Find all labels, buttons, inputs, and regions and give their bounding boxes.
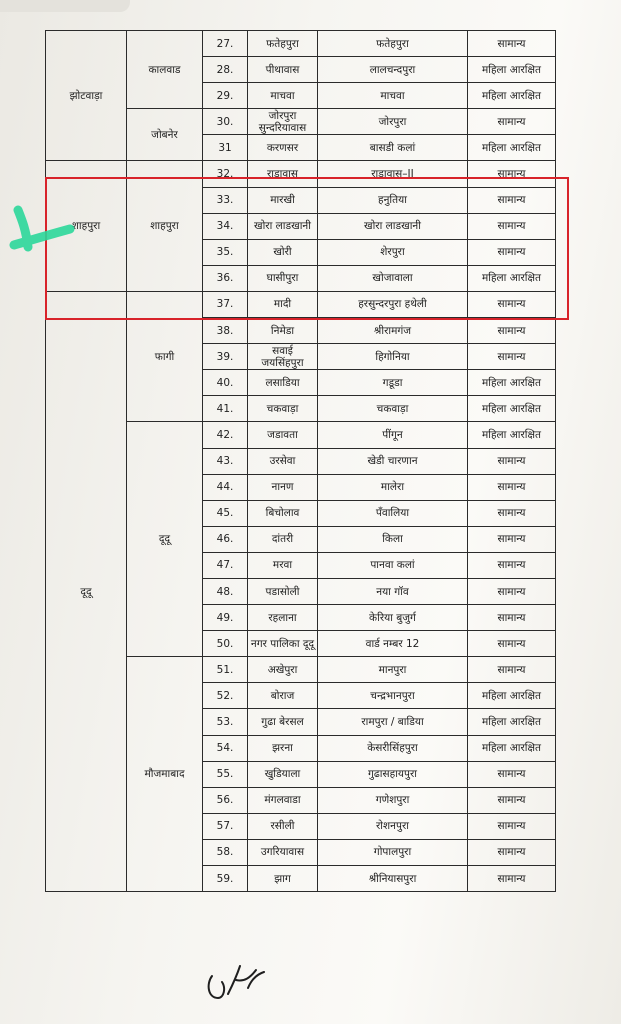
village-cell: खोरा लाडखानी [318,213,468,239]
category-cell: सामान्य [468,526,556,552]
signature-icon [200,958,280,1008]
category-cell: सामान्य [468,761,556,787]
serial-number-cell: 31 [203,135,248,161]
village-cell: खेडी चारणान [318,448,468,474]
panchayat-cell: खोरी [248,239,318,265]
top-edge-strip [0,0,130,12]
village-cell: हिगोनिया [318,344,468,370]
panchayat-cell: नानण [248,474,318,500]
village-cell: गणेशपुरा [318,787,468,813]
serial-number-cell: 44. [203,474,248,500]
serial-number-cell: 37. [203,291,248,317]
tehsil-cell: जोबनेर [127,109,203,161]
serial-number-cell: 41. [203,396,248,422]
panchayat-cell: मरवा [248,552,318,578]
village-cell: माचवा [318,83,468,109]
panchayat-cell: उरसेवा [248,448,318,474]
village-cell: श्रीरामगंज [318,318,468,344]
village-cell: केरिया बुजुर्ग [318,605,468,631]
category-cell: महिला आरक्षित [468,683,556,709]
panchayat-cell: उगरियावास [248,839,318,865]
panchayat-cell: खोरा लाडखानी [248,213,318,239]
panchayat-cell: पीथावास [248,57,318,83]
serial-number-cell: 32. [203,161,248,187]
village-cell: गोपालपुरा [318,839,468,865]
tehsil-cell: मौजमाबाद [127,657,203,892]
panchayat-cell: अखेपुरा [248,657,318,683]
panchayat-cell: चकवाड़ा [248,396,318,422]
serial-number-cell: 50. [203,631,248,657]
category-cell: सामान्य [468,605,556,631]
village-cell: रोशनपुरा [318,813,468,839]
serial-number-cell: 53. [203,709,248,735]
village-cell: गडूडा [318,370,468,396]
panchayat-cell: मादी [248,291,318,317]
category-cell: सामान्य [468,31,556,57]
category-cell: महिला आरक्षित [468,735,556,761]
village-cell: चकवाड़ा [318,396,468,422]
pen-mark-icon [8,205,78,265]
village-cell: मालेरा [318,474,468,500]
serial-number-cell: 49. [203,605,248,631]
panchayat-cell: रहलाना [248,605,318,631]
panchayat-cell: सवाई जयसिंहपुरा [248,344,318,370]
village-cell: चन्द्रभानपुरा [318,683,468,709]
category-cell: सामान्य [468,839,556,865]
serial-number-cell: 38. [203,318,248,344]
category-cell: महिला आरक्षित [468,370,556,396]
category-cell: सामान्य [468,552,556,578]
serial-number-cell: 55. [203,761,248,787]
village-cell: मानपुरा [318,657,468,683]
district-cell: दूदू [46,291,127,891]
serial-number-cell: 45. [203,500,248,526]
panchayat-cell: रसीली [248,813,318,839]
category-cell: सामान्य [468,500,556,526]
serial-number-cell: 56. [203,787,248,813]
category-cell: सामान्य [468,813,556,839]
category-cell: सामान्य [468,239,556,265]
tehsil-cell: दूदू [127,422,203,657]
reservation-table [45,30,556,892]
category-cell: महिला आरक्षित [468,396,556,422]
category-cell: महिला आरक्षित [468,135,556,161]
serial-number-cell: 36. [203,265,248,291]
category-cell: सामान्य [468,657,556,683]
serial-number-cell: 51. [203,657,248,683]
tehsil-cell: फागी [127,291,203,421]
category-cell: महिला आरक्षित [468,709,556,735]
tehsil-cell: कालवाड [127,31,203,109]
category-cell: सामान्य [468,866,556,892]
panchayat-cell: राडावास [248,161,318,187]
panchayat-cell: जडावता [248,422,318,448]
serial-number-cell: 54. [203,735,248,761]
village-cell: केसरीसिंहपुरा [318,735,468,761]
village-cell: रामपुरा / बाडिया [318,709,468,735]
table-row [46,291,556,317]
category-cell: सामान्य [468,448,556,474]
category-cell: सामान्य [468,631,556,657]
panchayat-cell: मंगलवाडा [248,787,318,813]
village-cell: जोरपुरा [318,109,468,135]
serial-number-cell: 57. [203,813,248,839]
serial-number-cell: 42. [203,422,248,448]
serial-number-cell: 47. [203,552,248,578]
category-cell: सामान्य [468,291,556,317]
panchayat-cell: बोराज [248,683,318,709]
category-cell: महिला आरक्षित [468,265,556,291]
table-row [46,31,556,57]
panchayat-cell: नगर पालिका दूदू [248,631,318,657]
category-cell: सामान्य [468,213,556,239]
category-cell: सामान्य [468,318,556,344]
panchayat-cell: लसाडिया [248,370,318,396]
category-cell: सामान्य [468,787,556,813]
village-cell: शेरपुरा [318,239,468,265]
serial-number-cell: 27. [203,31,248,57]
panchayat-cell: दांतरी [248,526,318,552]
village-cell: खोजावाला [318,265,468,291]
panchayat-cell: फतेहपुरा [248,31,318,57]
village-cell: पँवालिया [318,500,468,526]
panchayat-cell: बिचोलाव [248,500,318,526]
category-cell: महिला आरक्षित [468,422,556,448]
panchayat-cell: माचवा [248,83,318,109]
serial-number-cell: 39. [203,344,248,370]
village-cell: राडावास–II [318,161,468,187]
panchayat-cell: झाग [248,866,318,892]
serial-number-cell: 28. [203,57,248,83]
panchayat-cell: खुडियाला [248,761,318,787]
table-body [46,31,556,892]
category-cell: सामान्य [468,474,556,500]
serial-number-cell: 43. [203,448,248,474]
district-cell: झोटवाड़ा [46,31,127,161]
table-row [46,161,556,187]
village-cell: नया गॉव [318,578,468,604]
serial-number-cell: 33. [203,187,248,213]
panchayat-cell: गुढा बेरसल [248,709,318,735]
serial-number-cell: 30. [203,109,248,135]
serial-number-cell: 29. [203,83,248,109]
panchayat-cell: झरना [248,735,318,761]
village-cell: लालचन्दपुरा [318,57,468,83]
village-cell: श्रीनियासपुरा [318,866,468,892]
category-cell: सामान्य [468,187,556,213]
district-cell: शाहपुरा [46,161,127,291]
village-cell: किला [318,526,468,552]
village-cell: गुढासहायपुरा [318,761,468,787]
category-cell: महिला आरक्षित [468,83,556,109]
tehsil-cell: शाहपुरा [127,161,203,291]
panchayat-cell: घासीपुरा [248,265,318,291]
serial-number-cell: 40. [203,370,248,396]
panchayat-cell: निमेडा [248,318,318,344]
category-cell: महिला आरक्षित [468,57,556,83]
serial-number-cell: 52. [203,683,248,709]
category-cell: सामान्य [468,109,556,135]
panchayat-cell: मारखी [248,187,318,213]
serial-number-cell: 59. [203,866,248,892]
village-cell: फतेहपुरा [318,31,468,57]
village-cell: वार्ड नम्बर 12 [318,631,468,657]
panchayat-cell: पडासोली [248,578,318,604]
serial-number-cell: 48. [203,578,248,604]
village-cell: पींगून [318,422,468,448]
serial-number-cell: 46. [203,526,248,552]
serial-number-cell: 35. [203,239,248,265]
village-cell: पानवा कलां [318,552,468,578]
serial-number-cell: 58. [203,839,248,865]
category-cell: सामान्य [468,578,556,604]
village-cell: हनुतिया [318,187,468,213]
panchayat-cell: करणसर [248,135,318,161]
category-cell: सामान्य [468,344,556,370]
village-cell: हरसुन्दरपुरा हथेली [318,291,468,317]
serial-number-cell: 34. [203,213,248,239]
category-cell: सामान्य [468,161,556,187]
panchayat-cell: जोरपुरा सुन्दरियावास [248,109,318,135]
village-cell: बासडी कलां [318,135,468,161]
